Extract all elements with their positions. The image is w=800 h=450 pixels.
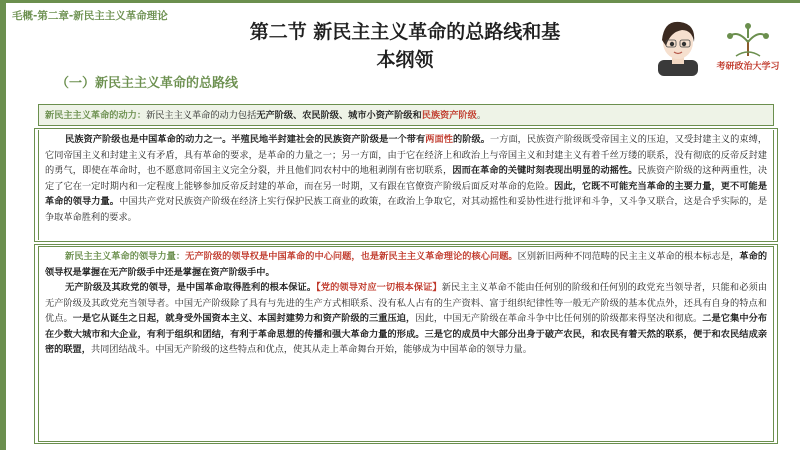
driving-force-text-4: 。	[476, 110, 486, 121]
ld-text-4: 无产阶级及其政党的领导，是中国革命取得胜利的根本保证。	[65, 282, 317, 293]
driving-force-text-3: 民族资产阶级	[421, 110, 477, 121]
leadership-label: 新民主主义革命的领导力量：	[65, 251, 186, 262]
national-bourgeoisie-box	[38, 130, 774, 240]
ld-text-1: 无产阶级的领导权是中国革命的中心问题，也是新民主主义革命理论的核心问题。	[185, 251, 518, 262]
ld-text-5: 【党的领导对应一切根本保证】	[316, 282, 442, 293]
avatar	[652, 16, 704, 76]
nb-text-7: 因此，它既不可能充当革命的主要力量，更不可能是革命的领导力量。	[45, 180, 768, 207]
nb-text-1: 民族资产阶级也是中国革命的动力之一。半殖民地半封建社会的民族资产阶级是一个带有	[65, 134, 426, 145]
page-title	[200, 18, 610, 74]
nb-text-8: 中国共产党对民族资产阶级在经济上实行保护民族工商业的政策，在政治上争取它，对其动摇性和妥协性进行批评和斗争，又斗争又联合，这是合乎实际的，是争取革命胜利的要求。	[45, 196, 768, 223]
page-title-line2: 本纲领	[376, 49, 434, 71]
logo-text: 考研政治大学习	[716, 62, 780, 72]
ld-text-11: 共同团结战斗。中国无产阶级的这些特点和优点，使其从走上革命舞台开始，能够成为中国革命的领导力量。	[90, 344, 532, 355]
nb-text-3: 的阶级。	[453, 134, 490, 145]
ld-text-6: 新民主主义革命不能由任何别的阶级和任何别的政党充当领导者，只能和必须由无产阶级及其政党充当领导者。中国无产阶级除了具有与先进的生产方式相联系、没有私人占有的生产资料、富于组织纪律性等一般无产阶级的基本优点外，还具有自身的特点和优点。	[45, 282, 767, 324]
nb-text-2: 两面性	[425, 134, 454, 145]
driving-force-text-1: 新民主主义革命的动力包括	[146, 110, 257, 121]
brand-logo	[708, 22, 788, 72]
ld-text-7: 一是它从诞生之日起，就身受外国资本主义、本国封建势力和资产阶级的三重压迫，	[72, 313, 416, 324]
driving-force-label: 新民主主义革命的动力：	[45, 110, 147, 121]
nb-text-5: 因而在革命的关键时刻表现出明显的动摇性。	[452, 165, 638, 176]
nb-text-6: 民族资产阶级的这种两重性，决定了它在一定时期内和一定程度上能够参加反帝反封建的革命，而在另一时期，又有跟在官僚资产阶级后面反对革命的危险。	[45, 165, 768, 192]
driving-force-box	[38, 104, 774, 126]
left-accent-bar	[0, 0, 6, 450]
section-heading: （一）新民主主义革命的总路线	[56, 76, 239, 91]
nb-text-4: 一方面，民族资产阶级既受帝国主义的压迫，又受封建主义的束缚，它同帝国主义和封建主义有矛盾，具有革命的要求，是革命的力量之一；另一方面，由于它在经济上和政治上与帝国主义和封建主义有着千丝万缕的联系，没有彻底的反帝反封建的勇气，即使在革命时，也不愿意同帝国主义完全分裂，并且他们同农村中的地租剥削有密切联系，	[45, 134, 768, 176]
page-title-line1: 第二节 新民主主义革命的总路线和基	[249, 21, 561, 43]
ld-text-9: 二是它集中分布在少数大城市和大企业，有利于组织和团结，有利于革命思想的传播和强大革命力量的形成。	[45, 313, 768, 340]
breadcrumb: 毛概-第二章-新民主主义革命理论	[12, 10, 168, 22]
top-accent-line	[6, 0, 800, 3]
ld-text-2: 区别新旧两种不同范畴的民主主义革命的根本标志是，	[517, 251, 740, 262]
ld-text-10: 三是它的成员中大部分出身于破产农民，和农民有着天然的联系，便于和农民结成亲密的联盟，	[45, 328, 768, 355]
ld-text-8: 因此，中国无产阶级在革命斗争中比任何别的阶级都来得坚决和彻底。	[415, 313, 703, 324]
driving-force-text-2: 无产阶级、农民阶级、城市小资产阶级和	[256, 110, 422, 121]
tree-logo-icon	[708, 22, 788, 58]
leadership-box	[38, 246, 774, 442]
ld-text-3: 革命的领导权是掌握在无产阶级手中还是掌握在资产阶级手中。	[45, 251, 768, 278]
